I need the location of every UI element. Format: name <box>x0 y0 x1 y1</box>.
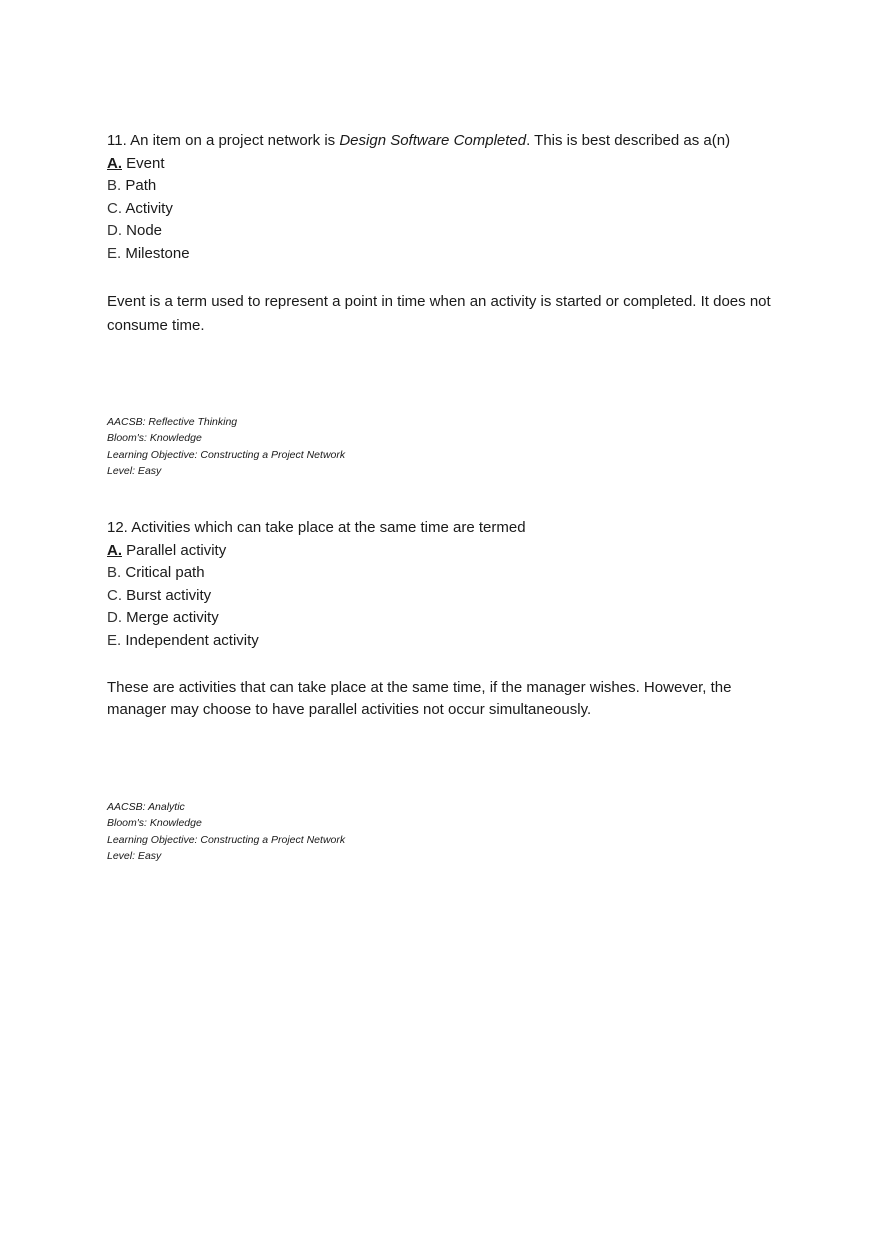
answer-explanation: These are activities that can take place at the same time, if the manager wishes. However, the manager may choose to have parallel activities not occur simultaneously. <box>107 678 732 719</box>
question-metadata <box>107 799 787 865</box>
answer-explanation: Event is a term used to represent a point in time when an activity is started or completed. It does not consume time. <box>107 292 771 334</box>
option-c <box>107 585 787 608</box>
blooms-tag: Bloom's: Knowledge <box>107 817 202 830</box>
option-text: Path <box>121 177 157 195</box>
question-stem: 12. Activities which can take place at the same time are termed <box>107 519 526 536</box>
learning-objective-tag: Learning Objective: Constructing a Project Network <box>107 448 346 461</box>
option-letter: E. <box>107 244 122 262</box>
option-text: Critical path <box>121 564 205 582</box>
learning-objective-tag: Learning Objective: Constructing a Project Network <box>107 833 346 846</box>
question-stem <box>107 130 787 153</box>
option-letter: D. <box>107 222 122 240</box>
question-11 <box>107 130 787 480</box>
option-d <box>107 607 787 630</box>
option-text: Activity <box>122 199 173 217</box>
stem-prefix: 11. An item on a project network is <box>107 132 340 149</box>
blooms-tag: Bloom's: Knowledge <box>107 432 202 445</box>
option-text: Node <box>122 222 163 240</box>
option-letter-correct: A. <box>107 541 122 559</box>
option-text: Parallel activity <box>122 541 227 559</box>
question-12 <box>107 517 787 865</box>
option-a <box>107 153 787 176</box>
level-tag: Level: Easy <box>107 850 162 863</box>
option-text: Burst activity <box>122 586 212 604</box>
option-letter: E. <box>107 631 122 649</box>
option-letter-correct: A. <box>107 154 122 172</box>
option-e <box>107 243 787 266</box>
option-text: Milestone <box>121 244 190 262</box>
option-d <box>107 220 787 243</box>
option-letter: B. <box>107 177 122 195</box>
aacsb-tag: AACSB: Analytic <box>107 800 185 813</box>
level-tag: Level: Easy <box>107 465 162 478</box>
option-text: Event <box>122 154 165 172</box>
option-letter: B. <box>107 564 122 582</box>
option-b <box>107 562 787 585</box>
stem-suffix: . This is best described as a(n) <box>526 132 731 149</box>
option-text: Merge activity <box>122 609 219 627</box>
option-text: Independent activity <box>121 631 259 649</box>
option-c <box>107 198 787 221</box>
option-letter: D. <box>107 609 122 627</box>
aacsb-tag: AACSB: Reflective Thinking <box>107 415 238 428</box>
option-letter: C. <box>107 586 122 604</box>
question-metadata <box>107 414 787 480</box>
option-b <box>107 175 787 198</box>
option-e <box>107 630 787 653</box>
option-a <box>107 540 787 563</box>
stem-emphasis: Design Software Completed <box>339 132 527 149</box>
option-letter: C. <box>107 199 122 217</box>
